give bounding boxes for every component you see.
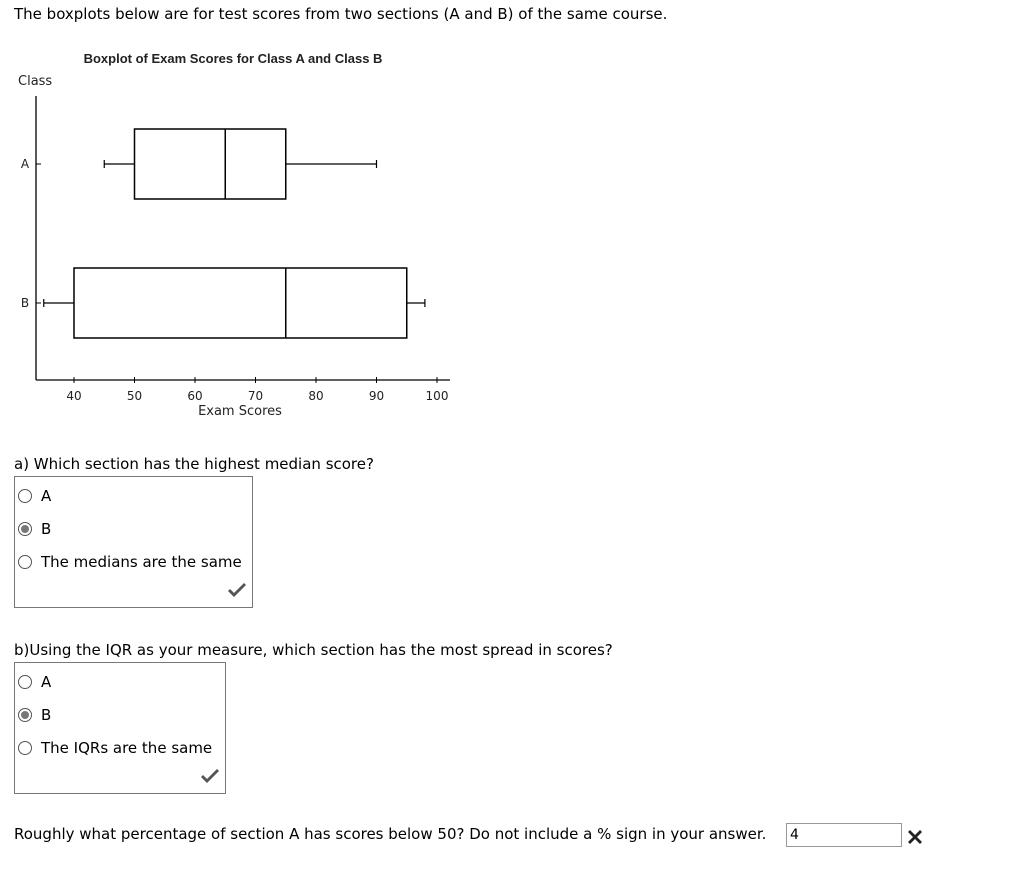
y-category-label: A (20, 157, 30, 171)
x-tick-label: 50 (126, 389, 143, 403)
option-label: A (41, 487, 52, 505)
box-iqr (135, 129, 286, 199)
x-tick-label: 70 (247, 389, 264, 403)
y-categories (21, 157, 41, 310)
x-tick-label: 60 (187, 389, 203, 403)
option-b-a[interactable] (18, 673, 51, 691)
radio-icon[interactable] (18, 675, 32, 689)
x-tick-label: 100 (425, 389, 449, 403)
box-iqr (74, 268, 407, 338)
chart-title: Boxplot of Exam Scores for Class A and Class B (83, 51, 383, 66)
option-b-b[interactable] (18, 706, 51, 724)
box-A (104, 129, 376, 199)
option-label: The IQRs are the same (41, 739, 213, 757)
x-tick-label: 90 (368, 389, 385, 403)
x-ticks (66, 377, 448, 403)
x-tick-label: 40 (66, 389, 82, 403)
checkmark-icon (227, 583, 247, 599)
radio-icon[interactable] (18, 741, 32, 755)
radio-icon[interactable] (18, 555, 32, 569)
y-category-label: B (20, 296, 30, 310)
question-c: Roughly what percentage of section A has scores below 50? Do not include a % sign in your answer. (14, 825, 767, 843)
option-b-same[interactable] (18, 739, 212, 757)
option-label: The medians are the same (41, 553, 242, 571)
boxplot-chart (0, 40, 470, 425)
option-label: B (41, 520, 52, 538)
checkmark-icon (200, 769, 220, 785)
answer-input[interactable] (786, 823, 902, 847)
question-a: a) Which section has the highest median score? (14, 455, 374, 473)
box-B (44, 268, 425, 338)
radio-icon[interactable] (18, 522, 32, 536)
option-a-same[interactable] (18, 553, 242, 571)
option-a-b[interactable] (18, 520, 51, 538)
intro-text: The boxplots below are for test scores from two sections (A and B) of the same course. (14, 5, 668, 23)
incorrect-x-icon (906, 828, 924, 846)
x-tick-label: 80 (308, 389, 324, 403)
radio-icon[interactable] (18, 708, 32, 722)
question-b: b)Using the IQR as your measure, which section has the most spread in scores? (14, 641, 613, 659)
option-a-a[interactable] (18, 487, 51, 505)
option-label: A (41, 673, 52, 691)
question-a-options (14, 476, 253, 608)
option-label: B (41, 706, 52, 724)
x-axis-label: Exam Scores (198, 404, 282, 419)
radio-icon[interactable] (18, 489, 32, 503)
y-axis-label: Class (18, 74, 53, 89)
boxes (44, 129, 425, 338)
question-b-options (14, 662, 226, 794)
